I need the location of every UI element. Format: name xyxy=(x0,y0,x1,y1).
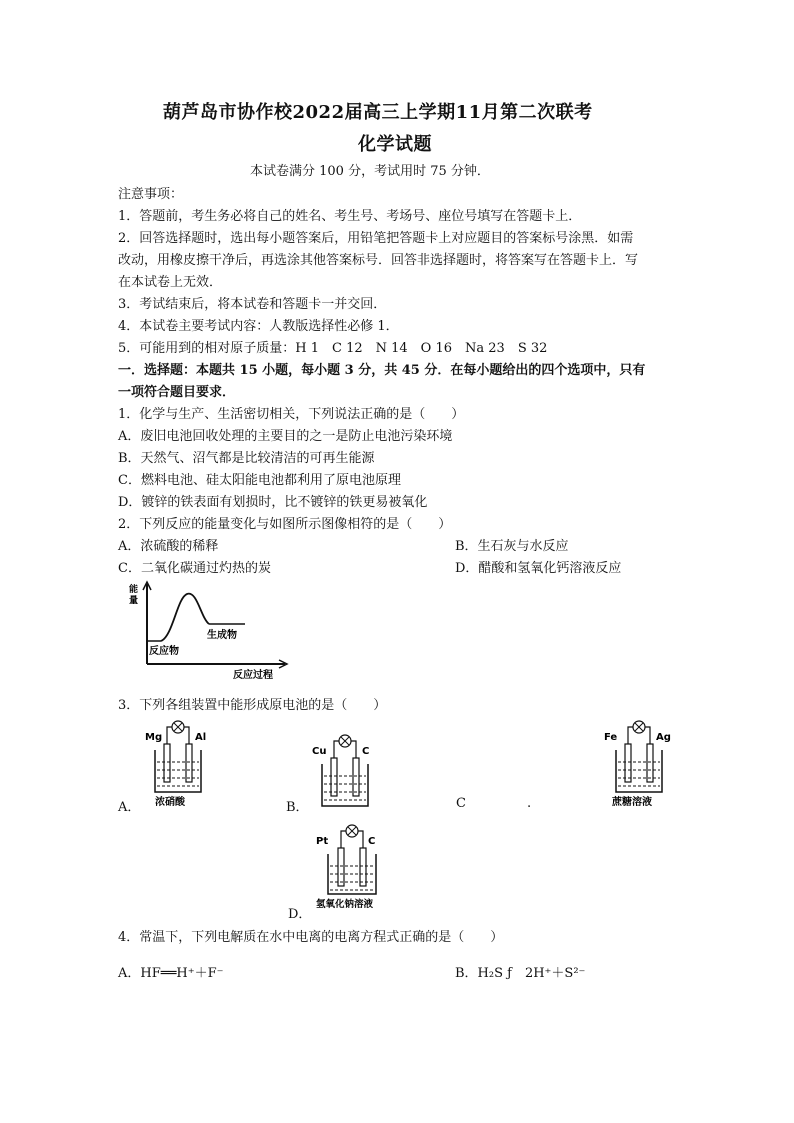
option-a: A．废旧电池回收处理的主要目的之一是防止电池污染环境 xyxy=(118,429,453,444)
option-a: A．浓硫酸的稀释 xyxy=(118,539,219,554)
option-c: C．二氧化碳通过灼热的炭 xyxy=(118,561,271,576)
option-b: B．天然气、沼气都是比较清洁的可再生能源 xyxy=(118,451,375,466)
cell-device-c xyxy=(604,716,676,808)
notice-item: 改动，用橡皮擦干净后，再选涂其他答案标号．回答非选择题时，将答案写在答题卡上．写 xyxy=(118,253,639,268)
wire xyxy=(167,727,172,744)
option-b: B．生石灰与水反应 xyxy=(455,539,569,554)
exam-title: 葫芦岛市协作校2022届高三上学期11月第二次联考 xyxy=(163,102,593,123)
option-c-dot: . xyxy=(527,796,532,811)
electrode xyxy=(186,744,192,782)
electrode xyxy=(353,758,359,796)
cell-device-d xyxy=(314,818,394,910)
solution-label: 浓硝酸 xyxy=(155,797,185,808)
option-d: D．镀锌的铁表面有划损时，比不镀锌的铁更易被氧化 xyxy=(118,495,428,510)
option-a: A． xyxy=(118,800,141,815)
question-stem: 4．常温下，下列电解质在水中电离的电离方程式正确的是（ ） xyxy=(118,930,504,945)
electrode xyxy=(360,848,366,886)
electrode xyxy=(331,758,337,796)
question-stem: 2．下列反应的能量变化与如图所示图像相符的是（ ） xyxy=(118,517,452,532)
electrode xyxy=(647,744,653,782)
right-electrode-label: C xyxy=(368,836,376,847)
left-electrode-label: Cu xyxy=(312,746,327,757)
notice-item: 在本试卷上无效． xyxy=(118,275,223,290)
y-label: 量 xyxy=(129,596,139,606)
exam-subtitle: 化学试题 xyxy=(358,134,432,155)
wire xyxy=(184,727,189,744)
energy-diagram xyxy=(125,578,295,682)
right-electrode-label: C xyxy=(362,746,370,757)
left-electrode-label: Mg xyxy=(145,732,163,743)
cell-device-b xyxy=(310,730,380,810)
option-b: B． xyxy=(286,800,309,815)
exam-info: 本试卷满分 100 分，考试用时 75 分钟． xyxy=(250,164,490,179)
notice-item: 4．本试卷主要考试内容：人教版选择性必修 1． xyxy=(118,319,399,334)
energy-curve xyxy=(161,594,209,641)
question-stem: 1．化学与生产、生活密切相关，下列说法正确的是（ ） xyxy=(118,407,465,422)
cell-device-a xyxy=(143,716,213,808)
electrode xyxy=(625,744,631,782)
notice-item: 5．可能用到的相对原子质量：H 1 C 12 N 14 O 16 Na 23 S 32 xyxy=(118,341,548,356)
left-electrode-label: Fe xyxy=(604,732,618,743)
option-c: C xyxy=(456,796,466,811)
notice-item: 2．回答选择题时，选出每小题答案后，用铅笔把答题卡上对应题目的答案标号涂黑．如需 xyxy=(118,231,634,246)
section-heading-cont: 一项符合题目要求． xyxy=(118,385,236,400)
product-label: 生成物 xyxy=(207,630,237,641)
notice-item: 3．考试结束后，将本试卷和答题卡一并交回． xyxy=(118,297,387,312)
y-label: 能 xyxy=(129,585,139,595)
solution-label: 蔗糖溶液 xyxy=(612,797,652,808)
notice-item: 1．答题前，考生务必将自己的姓名、考生号、考场号、座位号填写在答题卡上． xyxy=(118,209,582,224)
option-d: D． xyxy=(288,907,312,922)
reactant-label: 反应物 xyxy=(149,646,179,657)
option-c: C．燃料电池、硅太阳能电池都利用了原电池原理 xyxy=(118,473,401,488)
electrode xyxy=(164,744,170,782)
solution-label: 氢氧化钠溶液 xyxy=(316,899,374,910)
right-electrode-label: Al xyxy=(195,732,207,743)
notice-heading: 注意事项： xyxy=(118,187,184,202)
x-label: 反应过程 xyxy=(233,670,273,681)
option-d: D．醋酸和氢氧化钙溶液反应 xyxy=(455,561,622,576)
question-stem: 3．下列各组装置中能形成原电池的是（ ） xyxy=(118,698,387,713)
section-heading: 一．选择题：本题共 15 小题，每小题 3 分，共 45 分．在每小题给出的四个选项中，只有 xyxy=(118,363,646,378)
option-b: B．H₂S ƒ 2H⁺＋S²⁻ xyxy=(455,966,586,981)
left-electrode-label: Pt xyxy=(316,836,329,847)
right-electrode-label: Ag xyxy=(656,732,671,743)
electrode xyxy=(338,848,344,886)
option-a: A．HF══H⁺＋F⁻ xyxy=(118,966,224,981)
